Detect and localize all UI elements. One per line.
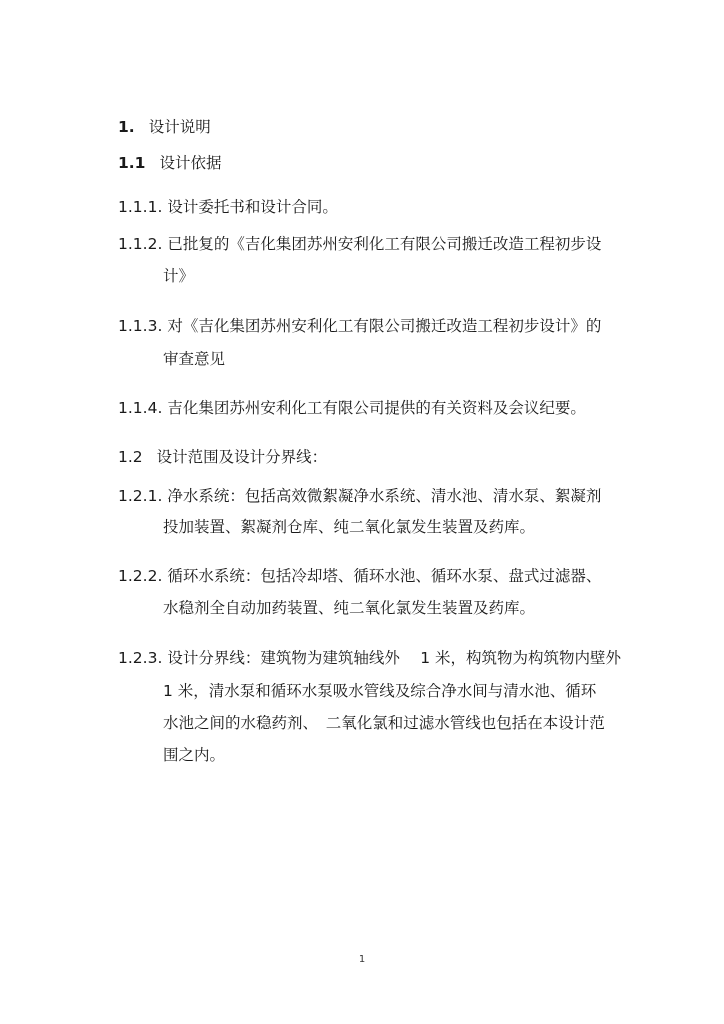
item-1-1-3-text: 对《吉化集团苏州安利化工有限公司搬迁改造工程初步设计》的 (167, 317, 602, 335)
item-1-1-3 (118, 316, 601, 336)
item-1-1-4 (118, 398, 586, 418)
item-1-1-2-text: 已批复的《吉化集团苏州安利化工有限公司搬迁改造工程初步设 (167, 235, 602, 253)
heading-1-1-title: 设计依据 (159, 154, 222, 172)
item-1-2-1-continuation: 投加装置、絮凝剂仓库、纯二氧化氯发生装置及药库。 (163, 518, 536, 536)
page-number: 1 (358, 954, 366, 965)
item-1-2-3 (118, 648, 621, 668)
item-1-2-2 (118, 566, 601, 586)
item-1-2-2-number: 1.2.2. (118, 567, 163, 585)
item-1-2-3-continuation-3: 围之内。 (163, 746, 226, 764)
heading-1-1 (118, 153, 221, 173)
item-1-1-1-text: 设计委托书和设计合同。 (167, 198, 338, 216)
item-1-1-2 (118, 234, 601, 254)
item-1-1-2-continuation: 计》 (163, 267, 195, 285)
heading-1-number: 1. (118, 118, 135, 136)
item-1-2-2-continuation: 水稳剂全自动加药装置、纯二氧化氯发生装置及药库。 (163, 599, 536, 617)
item-1-2-3-continuation-2: 水池之间的水稳药剂、 二氧化氯和过滤水管线也包括在本设计范 (163, 714, 605, 732)
item-1-1-3-number: 1.1.3. (118, 317, 163, 335)
item-1-1-2-number: 1.1.2. (118, 235, 163, 253)
item-1-2-3-number: 1.2.3. (118, 649, 163, 667)
item-1-1-1-number: 1.1.1. (118, 198, 163, 216)
item-1-2-3-continuation-1: 1 米，清水泵和循环水泵吸水管线及综合净水间与清水池、循环 (163, 682, 597, 700)
heading-1-2-title: 设计范围及设计分界线： (156, 448, 328, 466)
item-1-1-4-text: 吉化集团苏州安利化工有限公司提供的有关资料及会议纪要。 (167, 399, 586, 417)
heading-1 (118, 117, 211, 137)
heading-1-1-number: 1.1 (118, 154, 146, 172)
item-1-2-2-text: 循环水系统：包括冷却塔、循环水池、循环水泵、盘式过滤器、 (167, 567, 602, 585)
item-1-2-1 (118, 486, 601, 506)
item-1-2-1-text: 净水系统：包括高效微絮凝净水系统、清水池、清水泵、絮凝剂 (167, 487, 602, 505)
heading-1-2-number: 1.2 (118, 448, 143, 466)
item-1-1-4-number: 1.1.4. (118, 399, 163, 417)
item-1-1-3-continuation: 审查意见 (163, 350, 226, 368)
heading-1-title: 设计说明 (148, 118, 211, 136)
item-1-2-1-number: 1.2.1. (118, 487, 163, 505)
item-1-1-1 (118, 197, 338, 217)
heading-1-2 (118, 447, 327, 467)
item-1-2-3-text: 设计分界线：建筑物为建筑轴线外 1 米，构筑物为构筑物内壁外 (167, 649, 622, 667)
